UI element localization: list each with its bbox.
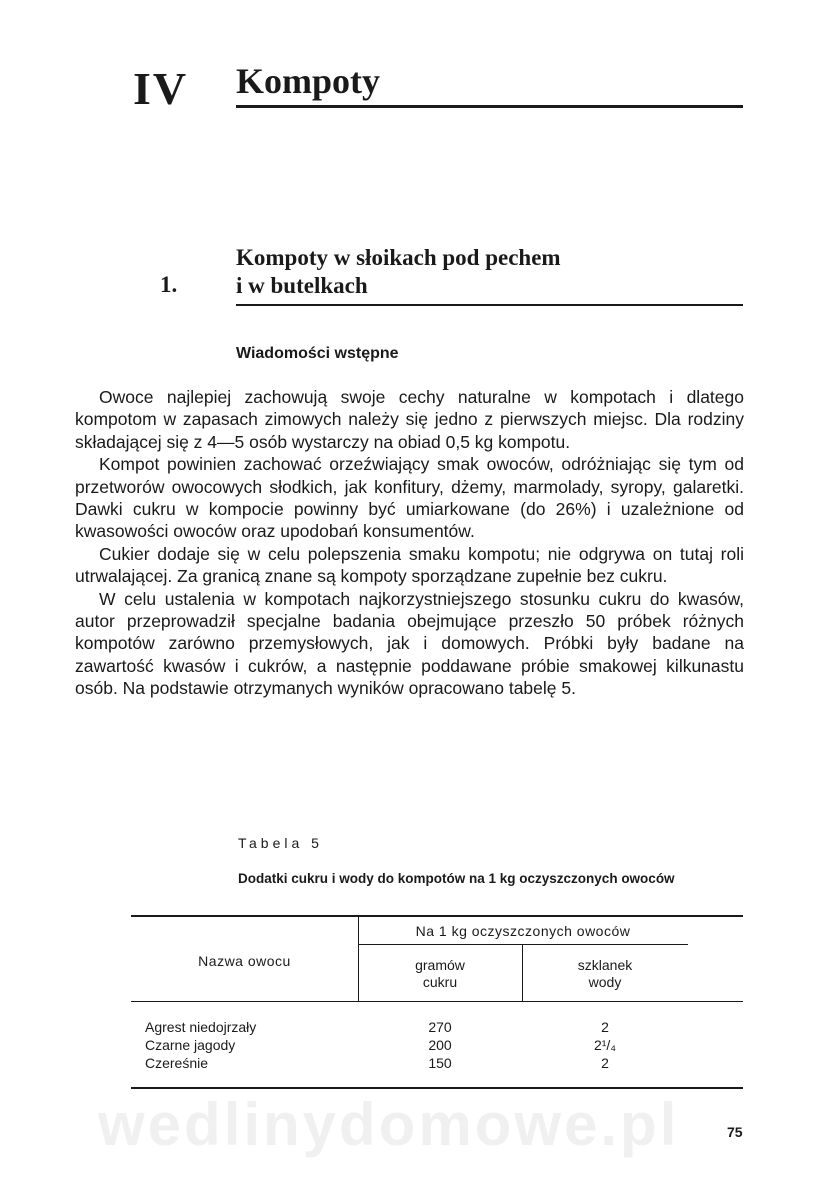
body-text bbox=[75, 386, 744, 700]
table-divider bbox=[131, 1001, 743, 1002]
section-title bbox=[236, 244, 561, 300]
chapter-title: Kompoty bbox=[236, 61, 380, 101]
section-rule bbox=[236, 304, 743, 306]
cell-fruit-name: Czarne jagody bbox=[145, 1037, 236, 1053]
paragraph: Cukier dodaje się w celu polepszenia smaku kompotu; nie odgrywa on tutaj roli utrwalającej. Za granicą znane są kompoty sporządzane zupełnie bez cukru. bbox=[75, 543, 744, 587]
cell-water: 2¹/₄ bbox=[593, 1037, 617, 1053]
page-number: 75 bbox=[727, 1124, 743, 1140]
table-row bbox=[131, 1037, 743, 1055]
cell-water: 2 bbox=[601, 1055, 609, 1071]
header-sugar bbox=[358, 957, 522, 991]
table-label: Tabela 5 bbox=[238, 835, 323, 851]
table-body bbox=[131, 1019, 743, 1073]
section-title-line1: Kompoty w słoikach pod pechem bbox=[236, 245, 561, 270]
header-fruit-name: Nazwa owocu bbox=[198, 953, 291, 969]
cell-sugar: 270 bbox=[428, 1019, 452, 1035]
chapter-number: IV bbox=[133, 63, 189, 114]
header-sugar-line2: cukru bbox=[422, 974, 458, 990]
cell-sugar: 200 bbox=[428, 1037, 452, 1053]
table-row bbox=[131, 1019, 743, 1037]
header-water-line2: wody bbox=[588, 974, 622, 990]
data-table bbox=[131, 915, 743, 1089]
cell-water: 2 bbox=[601, 1019, 609, 1035]
header-water bbox=[522, 957, 688, 991]
paragraph: Kompot powinien zachować orzeźwiający smak owoców, odróżniając się tym od przetworów owocowych słodkich, jak konfitury, dżemy, marmolady, syropy, galaretki. Dawki cukru w kompocie powinny być umiarkowane (do 26%) i uzależnione od kwasowości owoców oraz upodobań konsumentów. bbox=[75, 454, 744, 542]
cell-fruit-name: Czereśnie bbox=[145, 1055, 209, 1071]
section-title-line2: i w butelkach bbox=[236, 273, 368, 298]
cell-fruit-name: Agrest niedojrzały bbox=[145, 1019, 257, 1035]
cell-sugar: 150 bbox=[428, 1055, 452, 1071]
header-sugar-line1: gramów bbox=[415, 957, 465, 973]
section-number: 1. bbox=[160, 272, 178, 297]
paragraph: W celu ustalenia w kompotach najkorzystniejszego stosunku cukru do kwasów, autor przeprowadził specjalne badania obejmujące przeszło 50 próbek różnych kompotów zarówno przemysłowych, jak i domowych. Próbki były badane na zawartość kwasów i cukrów, a następnie poddawane próbie smakowej kilkunastu osób. Na podstawie otrzymanych wyników opracowano tabelę 5. bbox=[75, 588, 744, 699]
table-row bbox=[131, 1055, 743, 1073]
table-divider bbox=[358, 944, 688, 945]
watermark: wedlinydomowe.pl bbox=[98, 1091, 680, 1158]
chapter-rule bbox=[236, 105, 743, 108]
subsection-title: Wiadomości wstępne bbox=[236, 345, 399, 362]
paragraph: Owoce najlepiej zachowują swoje cechy naturalne w kompotach i dlatego kompotom w zapasach zimowych należy się jedno z pierwszych miejsc. Dla rodziny składającej się z 4—5 osób wystarczy na obiad 0,5 kg kompotu. bbox=[75, 387, 744, 452]
table-caption: Dodatki cukru i wody do kompotów na 1 kg oczyszczonych owoców bbox=[238, 871, 675, 886]
header-water-line1: szklanek bbox=[577, 957, 633, 973]
header-group: Na 1 kg oczyszczonych owoców bbox=[415, 923, 631, 939]
